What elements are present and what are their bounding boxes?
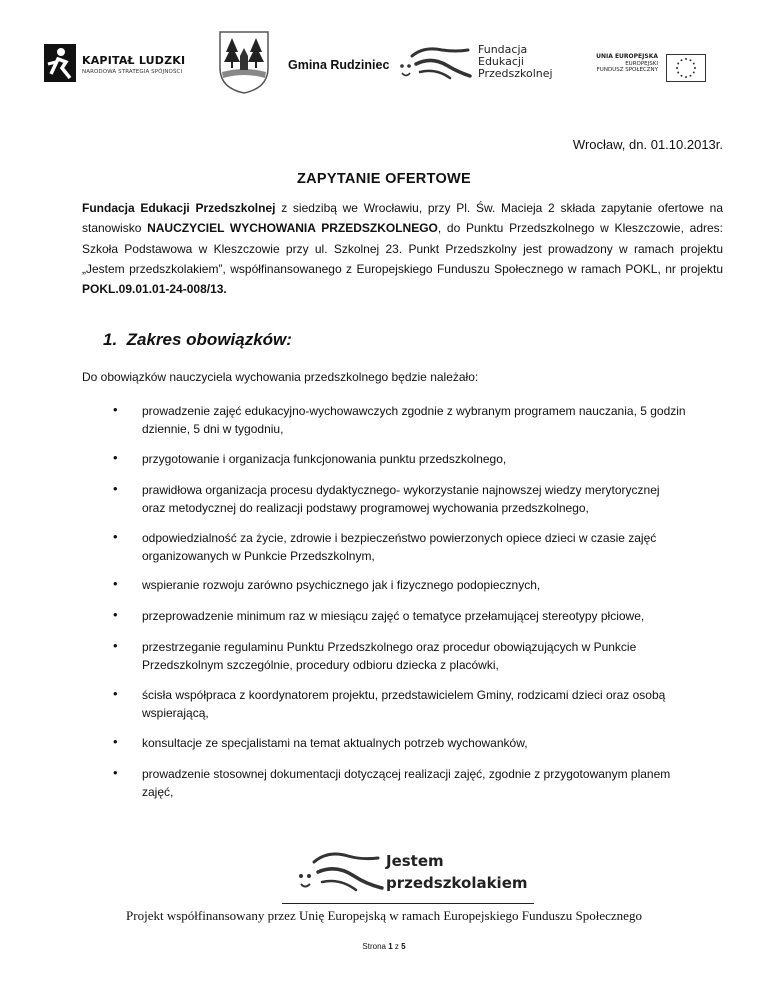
bullet-icon: • [113, 576, 118, 591]
eu-text [596, 54, 658, 74]
fundacja-line-1: Fundacja [478, 43, 528, 56]
fundacja-logo [398, 42, 568, 88]
list-item [113, 576, 742, 594]
bullet-icon: • [113, 481, 118, 496]
list-item-line: przeprowadzenie minimum raz w miesiącu zajęć o tematyce przełamującej stereotypy płciowe, [142, 609, 645, 623]
cofinance-statement: Projekt współfinansowany przez Unię Europejską w ramach Europejskiego Funduszu Społecznego [126, 908, 642, 923]
document-date: Wrocław, dn. 01.10.2013r. [572, 137, 723, 152]
fundacja-swoosh-icon [398, 42, 474, 84]
page-separator: z [392, 942, 402, 951]
list-item-line: oraz metodycznej do realizacji podstawy programowej wychowania przedszkolnego, [142, 501, 589, 515]
eu-flag-icon [666, 54, 706, 82]
list-item-line: zajęć, [142, 785, 174, 799]
list-item-line: organizowanych w Punkcie Przedszkolnym, [142, 549, 375, 563]
list-item-line: prawidłowa organizacja procesu dydaktycznego- wykorzystanie najnowszej wiedzy merytorycznej [142, 483, 660, 497]
eu-line-2: EUROPEJSKI [625, 60, 658, 67]
list-item [113, 607, 742, 625]
bullet-icon: • [113, 607, 118, 622]
list-item [113, 734, 742, 752]
jestem-przedszkolakiem-logo [296, 848, 536, 898]
list-item [113, 481, 742, 517]
intro-part-3: NAUCZYCIEL WYCHOWANIA PRZEDSZKOLNEGO [147, 221, 438, 236]
section-intro: Do obowiązków nauczyciela wychowania przedszkolnego będzie należało: [82, 370, 479, 384]
bullet-icon: • [113, 765, 118, 780]
bullet-icon: • [113, 450, 118, 465]
list-item-line: konsultacje ze specjalistami na temat aktualnych potrzeb wychowanków, [142, 736, 528, 750]
fundacja-line-2: Edukacji [478, 55, 524, 68]
kapital-ludzki-emblem-icon [44, 44, 76, 82]
eu-line-3: FUNDUSZ SPOŁECZNY [596, 67, 658, 73]
gmina-logo [218, 30, 388, 100]
list-item-line: wspierającą, [142, 706, 209, 720]
page-prefix: Strona [362, 942, 389, 951]
page-total: 5 [401, 942, 406, 951]
bullet-icon: • [113, 402, 118, 417]
bullet-icon: • [113, 686, 118, 701]
jestem-line-1: Jestem [386, 852, 444, 870]
intro-paragraph [82, 198, 723, 299]
list-item-line: Przedszkolnym szczególnie, procedury odbioru dziecka z placówki, [142, 658, 499, 672]
jestem-line-2: przedszkolakiem [386, 874, 528, 892]
eu-line-1: UNIA EUROPEJSKA [596, 53, 658, 60]
list-item-line: odpowiedzialność za życie, zdrowie i bezpieczeństwo powierzonych opiece dzieci w czasie zajęć [142, 531, 657, 545]
intro-part-5: POKL.09.01.01-24-008/13. [82, 282, 227, 297]
page-current: 1 [388, 942, 393, 951]
page-number [0, 942, 768, 951]
list-item-line: ścisła współpraca z koordynatorem projektu, przedstawicielem Gminy, rodzicami dzieci oraz osobą [142, 688, 666, 702]
footer-divider [282, 903, 534, 904]
eu-logo [596, 54, 726, 86]
list-item-line: dziennie, 5 dni w tygodniu, [142, 422, 284, 436]
gmina-coat-of-arms-icon [218, 30, 270, 94]
intro-part-1: Fundacja Edukacji Przedszkolnej [82, 201, 276, 215]
bullet-icon: • [113, 734, 118, 749]
list-item-line: prowadzenie stosownej dokumentacji dotyczącej realizacji zajęć, zgodnie z przygotowanym planem [142, 767, 671, 781]
kapital-ludzki-logo [44, 44, 192, 84]
list-item [113, 686, 742, 722]
list-item-line: przygotowanie i organizacja funkcjonowania punktu przedszkolnego, [142, 452, 507, 466]
list-item-line: wspieranie rozwoju zarówno psychicznego jak i fizycznego podopiecznych, [142, 578, 541, 592]
duties-list [113, 402, 752, 822]
list-item [113, 402, 742, 438]
list-item [113, 529, 742, 565]
bullet-icon: • [113, 638, 118, 653]
section-heading: 1. Zakres obowiązków: [103, 330, 292, 349]
list-item [113, 765, 742, 801]
list-item [113, 638, 742, 674]
document-title: ZAPYTANIE OFERTOWE [296, 171, 472, 187]
jestem-swoosh-icon [296, 848, 386, 896]
bullet-icon: • [113, 529, 118, 544]
list-item-line: prowadzenie zajęć edukacyjno-wychowawczych zgodnie z wybranym programem nauczania, 5 godzin [142, 404, 686, 418]
list-item [113, 450, 742, 468]
kapital-ludzki-title: KAPITAŁ LUDZKI [82, 54, 186, 67]
intro-part-2: z siedzibą we Wrocławiu, przy Pl. Św. Macieja 2 składa zapytanie ofertowe na stanowisko [82, 201, 723, 236]
kapital-ludzki-subtitle: NARODOWA STRATEGIA SPÓJNOŚCI [82, 69, 183, 75]
fundacja-line-3: Przedszkolnej [478, 67, 553, 80]
list-item-line: przestrzeganie regulaminu Punktu Przedszkolnego oraz procedur obowiązujących w Punkcie [142, 640, 637, 654]
gmina-name: Gmina Rudziniec [288, 58, 390, 72]
intro-part-4: , do Punktu Przedszkolnego w Kleszczowie, adres: Szkoła Podstawowa w Kleszczowie przy ul. Szkolnej 23. Punkt Przedszkolny jest prowadzony w ramach projektu „Jestem przedszkolakiem”, współfinansowanego z Europejskiego Funduszu Społecznego w ramach POKL, nr projektu [82, 221, 723, 276]
